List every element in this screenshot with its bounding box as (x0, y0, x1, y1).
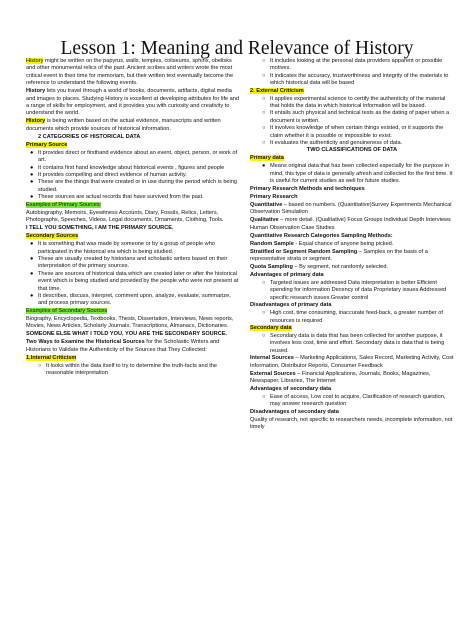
list-item: ● These are sources of historical data which are created later or after the historical event which is being studied and provided by the people who were not present at that time. (30, 270, 239, 292)
examples-primary-text: Autobiography, Memoirs, Eyewitness Accounts, Diary, Fossils, Relics, Letters, Photographs, Speeches, Videos, Legal documents, Ornaments, Clothing, Tools. (26, 209, 224, 224)
list-item: ● It contains first hand knowledge about historical events , figures and people (30, 164, 225, 171)
external-sources-paragraph: External Sources – Financial Applications, Journals, Books, Magazines, Newspaper, Libraries, The Internet (250, 370, 431, 384)
list-item: ● It describes, discuss, interpret, comment upon, analyze, evaluate, summarize, and process primary sources. (30, 292, 231, 307)
bullet-dot-icon: ● (30, 292, 34, 299)
page-title: Lesson 1: Meaning and Relevance of History (60, 38, 414, 59)
bullet-dot-icon: ● (30, 172, 34, 179)
list-item: ○ It entails such physical and technical tests as the dating of paper when a document is written. (262, 110, 450, 124)
hollow-circle-icon: ○ (262, 140, 266, 147)
bullet-dot-icon: ● (30, 270, 34, 277)
advantages-secondary-heading: Advantages of secondary data (250, 385, 332, 392)
advantages-primary-heading: Advantages of primary data (250, 271, 324, 278)
hollow-circle-icon: ○ (262, 72, 266, 79)
list-item: ● These sources are actual records that have survived from the past. (30, 194, 204, 201)
two-classifications-heading: TWO CLASSIFICATIONS OF DATA (306, 147, 398, 154)
internal-sources-paragraph: Internal Sources – Marketing Applications, Sales Record, Marketing Activity, Cost Information, Distributor Reports, Consumer Feedback (250, 355, 454, 369)
list-item: ○ Secondary data is data that has been collected for another purpose, it involves less cost, time and effort. Secondary data is data that is being reused. (262, 332, 445, 354)
list-item: ○ It looks within the data itself to try to determine the truth-facts and the reasonable interpretation (38, 362, 218, 376)
primary-data-heading: Primary data (250, 155, 284, 162)
examples-secondary-text: Biography, Encyclopedia, Textbooks, Thesis, Dissertation, Interviews, News reports, Movies, News Articles, Scholarly Journals, Transcriptions, Almanacs, Dictionaries. (26, 315, 234, 330)
external-criticism-heading: 2. External Criticism (250, 87, 304, 94)
bullet-dot-icon: ● (30, 179, 34, 186)
list-item: ○ It indicates the accuracy, trustworthiness and integrity of the materials to which historical data will be based (262, 72, 449, 87)
secondary-data-heading: Secondary data (250, 324, 292, 331)
history-term: History (26, 118, 46, 125)
hollow-circle-icon: ○ (262, 279, 266, 286)
bullet-dot-icon: ● (262, 163, 266, 170)
hollow-circle-icon: ○ (262, 95, 266, 102)
secondary-source-list (26, 241, 239, 308)
primary-research-subheading: Primary Research (250, 193, 298, 200)
hollow-circle-icon: ○ (262, 58, 266, 64)
list-item: ○ It applies experimental science to certify the authenticity of the material that holds the data in which historical information will be based. (262, 95, 446, 110)
list-item: ○ Ease of access, Low cost to acquire, Clarification of research question, may answer research question (262, 393, 446, 408)
categories-heading: 2 CATEGORIES OF HISTORICAL DATA (38, 133, 141, 140)
hollow-circle-icon: ○ (262, 125, 266, 132)
hollow-circle-icon: ○ (38, 362, 42, 369)
secondary-source-heading: Secondary Sources (26, 233, 79, 240)
history-term: History (26, 58, 44, 64)
list-item: ● These are the things that were created or in use during the period which is being studied. (30, 179, 238, 193)
disadvantages-secondary-text: Quality of research, not specific to researchers needs, incomplete information, not timely (250, 416, 453, 431)
qualitative-paragraph: Qualitative – more detail. (Qualitative) Focus Groups Individual Depth Interviews Human Observation Case Studies (250, 217, 451, 231)
bullet-dot-icon: ● (30, 164, 34, 171)
hollow-circle-icon: ○ (262, 393, 266, 400)
two-ways-paragraph: Two Ways to Examine the Historical Sources for the Scholastic Writers and Historians to Validate the Authenticity of the Sources that They Collected: (26, 339, 220, 353)
tell-secondary: SOMEONE ELSE WHAT I TOLD YOU, YOU ARE THE SECONDARY SOURCE. (26, 331, 228, 338)
primary-source-list (26, 150, 239, 202)
list-item: ○ It includes looking at the personal data providers apparent or possible motives. (262, 58, 443, 72)
list-item: ○ It evaluates the authenticity and genuineness of data. (262, 140, 403, 147)
list-item: ○ It involves knowledge of when certain things existed, or it supports the claim whether it is possible or impossible to exist. (262, 125, 444, 139)
quota-sampling-paragraph: Quota Sampling – By segment, not randomly selected. (250, 263, 389, 270)
list-item: ● Means original data that has been collected especially for the purpose in mind, this type of data is generally afresh and collected for the first time. It is useful for current studies as well for future studies. (262, 163, 453, 185)
sampling-methods-heading: Quantitative Research Categories Sampling Methods: (250, 232, 393, 239)
history-paragraph-3: History is being written based on the actual evidence, manuscripts and written documents which provide sources of historical information. (26, 118, 221, 132)
random-sample-paragraph: Random Sample - Equal chance of anyone being picked. (250, 240, 394, 247)
disadvantages-primary-heading: Disadvantages of primary data (250, 302, 332, 309)
list-item: ● It provides direct or firsthand evidence about an event, object, person, or work of art. (30, 149, 237, 164)
list-item: ● It provides compelling and direct evidence of human activity. (30, 172, 187, 179)
bullet-dot-icon: ● (30, 149, 34, 156)
examples-primary-heading: Examples of Primary Sources: (26, 201, 102, 208)
internal-criticism-heading: 1.Internal Criticism (26, 354, 77, 361)
bullet-dot-icon: ● (30, 194, 34, 201)
examples-secondary-heading: Examples of Secondary Sources (26, 307, 108, 314)
quantitative-paragraph: Quantitative – based on numbers. (Quantitative)Survey Experiments Mechanical Observation Simulation (250, 201, 452, 216)
list-item: ○ High cost, time consuming, inaccurate feed-back, a greater number of resources is required (262, 310, 443, 324)
stratified-sampling-paragraph: Stratified or Segment Random Sampling – Samples on the basis of a representative strata or segment. (250, 248, 428, 262)
hollow-circle-icon: ○ (262, 110, 266, 117)
history-term: History (26, 88, 46, 95)
tell-primary: I TELL YOU SOMETHING, I AM THE PRIMARY SOURCE. (26, 225, 174, 232)
history-paragraph-1: History might be written on the papyrus, walls, temples, coliseums, sphinx, obelisks and other monumental relics of the past. Ancient scribes and writers wrote the most critical event in their time for memoriam, but their written text eventually become the reference to understand the following events. (26, 58, 234, 87)
bullet-dot-icon: ● (30, 241, 34, 248)
list-item: ○ Targeted issues are addressed Data interpretation is better Efficient spending for information Decency of data Proprietary issues Addressed specific research issues Greater control (262, 279, 447, 301)
primary-source-heading: Primary Source (26, 141, 68, 148)
left-column (26, 58, 239, 377)
hollow-circle-icon: ○ (262, 332, 266, 339)
right-column (250, 58, 454, 432)
list-item: ● These are usually created by historians and scholastic writers based on their interpretation of the primary sources. (30, 255, 228, 270)
list-item: ● It is something that was made by someone or by a group of people who participated in the historical era which is being studied. (30, 241, 215, 255)
disadvantages-secondary-heading: Disadvantages of secondary data (250, 408, 339, 415)
primary-research-methods-heading: Primary Research Methods and techniques (250, 185, 365, 192)
history-paragraph-2: History lets you travel through a world of books, documents, artifacts, digital media and images to places. Studying History is excellent at developing attributes for life and a range of skills for employment, and it provides you with curiosity and creativity to understand the world. (26, 88, 239, 117)
bullet-dot-icon: ● (30, 255, 34, 262)
hollow-circle-icon: ○ (262, 310, 266, 317)
